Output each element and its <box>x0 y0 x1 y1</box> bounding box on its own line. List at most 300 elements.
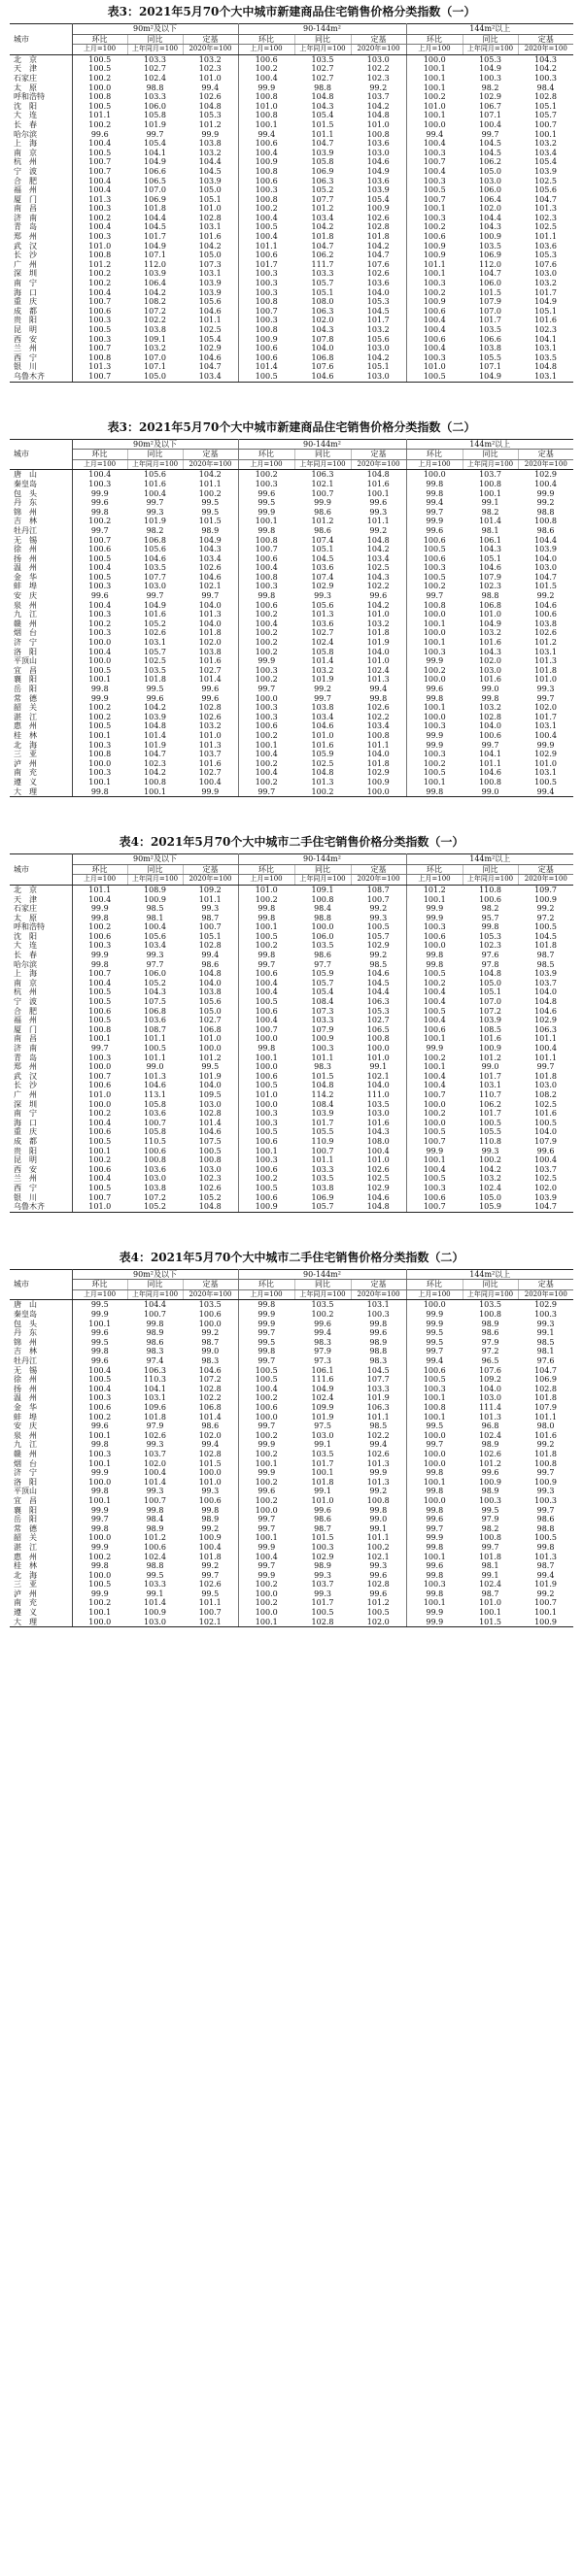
value-cell: 102.8 <box>183 703 238 713</box>
value-cell: 99.0 <box>146 1062 164 1072</box>
value-cell: 103.1 <box>518 372 573 382</box>
value-cell: 100.5 <box>534 1118 557 1127</box>
city-cell: 贵 阳 <box>10 1147 72 1156</box>
value-cell: 104.5 <box>479 139 501 149</box>
value-cell: 103.3 <box>144 54 166 64</box>
value-cell: 100.5 <box>423 1375 446 1385</box>
value-cell: 99.4 <box>426 498 444 508</box>
value-cell: 99.7 <box>90 1515 109 1524</box>
table-row <box>10 1543 573 1553</box>
value-cell: 99.8 <box>90 685 109 693</box>
base-header: 上月=100 <box>406 45 463 55</box>
value-cell: 103.0 <box>183 1100 238 1110</box>
value-cell: 99.7 <box>257 1515 276 1524</box>
value-cell: 105.2 <box>127 1202 183 1212</box>
value-cell: 107.0 <box>144 185 166 195</box>
table-row <box>10 1403 573 1413</box>
value-cell: 101.0 <box>479 610 501 619</box>
value-cell: 101.7 <box>255 259 278 269</box>
value-cell: 100.2 <box>88 1552 112 1561</box>
metric-header: 同比 <box>463 450 518 460</box>
value-cell: 101.3 <box>351 1459 406 1469</box>
value-cell: 108.2 <box>144 297 166 307</box>
value-cell: 100.1 <box>423 894 446 904</box>
value-cell: 100.1 <box>88 777 112 786</box>
value-cell: 103.3 <box>144 1580 166 1589</box>
value-cell: 98.4 <box>314 904 331 914</box>
value-cell: 100.8 <box>255 297 278 307</box>
value-cell: 101.6 <box>311 740 334 750</box>
value-cell: 101.0 <box>351 1054 406 1063</box>
table-row <box>10 498 573 508</box>
value-cell: 100.0 <box>255 1062 278 1072</box>
value-cell: 104.9 <box>351 167 406 177</box>
value-cell: 100.2 <box>255 638 278 648</box>
value-cell: 102.0 <box>534 1183 557 1192</box>
value-cell: 102.6 <box>183 563 238 573</box>
value-cell: 99.8 <box>481 693 499 703</box>
value-cell: 100.0 <box>88 1099 112 1109</box>
table-row <box>10 149 573 158</box>
value-cell: 105.8 <box>144 1099 166 1109</box>
value-cell: 99.4 <box>426 129 444 139</box>
value-cell: 103.8 <box>183 987 238 997</box>
value-cell: 103.9 <box>479 1016 501 1025</box>
value-cell: 101.1 <box>311 1053 334 1062</box>
value-cell: 100.3 <box>88 1449 112 1458</box>
value-cell: 100.4 <box>255 619 278 628</box>
value-cell: 101.4 <box>144 1477 166 1487</box>
value-cell: 100.1 <box>88 675 112 685</box>
value-cell: 100.4 <box>88 222 112 232</box>
value-cell: 101.6 <box>479 675 501 685</box>
value-cell: 101.5 <box>311 1071 334 1081</box>
value-cell: 104.6 <box>144 1081 166 1090</box>
value-cell: 102.6 <box>479 1449 501 1458</box>
value-cell: 107.5 <box>183 1137 238 1147</box>
value-cell: 102.4 <box>311 1393 334 1403</box>
value-cell: 102.7 <box>351 1016 406 1025</box>
value-cell: 100.8 <box>479 777 501 786</box>
table-row <box>10 1025 573 1035</box>
value-cell: 100.0 <box>183 1320 238 1329</box>
value-cell: 99.7 <box>257 1356 276 1366</box>
city-cell: 哈尔滨 <box>10 960 72 970</box>
value-cell: 99.8 <box>426 951 444 960</box>
city-cell: 长 沙 <box>10 251 72 260</box>
value-cell: 99.8 <box>183 1506 238 1516</box>
value-cell: 100.3 <box>534 1310 557 1320</box>
value-cell: 107.6 <box>479 1365 501 1375</box>
table-row <box>10 1393 573 1403</box>
value-cell: 102.9 <box>534 1300 557 1310</box>
value-cell: 100.7 <box>88 157 112 167</box>
value-cell: 104.6 <box>294 372 351 382</box>
value-cell: 101.1 <box>255 241 278 251</box>
city-cell: 哈尔滨 <box>10 130 72 140</box>
value-cell: 101.0 <box>351 656 406 666</box>
value-cell: 100.3 <box>88 768 112 778</box>
table-row <box>10 84 573 93</box>
value-cell: 105.5 <box>479 1127 501 1137</box>
value-cell: 100.8 <box>351 731 406 741</box>
value-cell: 106.2 <box>479 157 501 167</box>
table-row <box>10 778 573 787</box>
value-cell: 100.1 <box>423 1598 446 1608</box>
value-cell: 102.1 <box>351 1072 406 1082</box>
value-cell: 100.5 <box>479 1118 501 1127</box>
value-cell: 104.3 <box>351 573 406 583</box>
value-cell: 101.8 <box>351 759 406 769</box>
value-cell: 99.9 <box>426 1533 444 1543</box>
value-cell: 101.6 <box>479 1034 501 1044</box>
value-cell: 100.4 <box>423 1016 446 1025</box>
value-cell: 100.3 <box>479 1495 501 1505</box>
value-cell: 104.7 <box>183 362 238 372</box>
value-cell: 107.0 <box>479 306 501 316</box>
value-cell: 102.3 <box>351 74 406 84</box>
value-cell: 104.8 <box>351 111 406 120</box>
value-cell: 106.8 <box>479 600 501 610</box>
value-cell: 99.6 <box>536 1146 555 1155</box>
value-cell: 105.4 <box>144 139 166 149</box>
value-cell: 100.3 <box>423 352 446 362</box>
value-cell: 102.9 <box>479 92 501 102</box>
value-cell: 100.0 <box>351 1044 406 1054</box>
value-cell: 100.2 <box>255 675 278 685</box>
value-cell: 100.3 <box>88 204 112 214</box>
value-cell: 99.5 <box>426 1337 444 1347</box>
value-cell: 100.9 <box>479 232 501 242</box>
city-cell: 南 宁 <box>10 1109 72 1119</box>
value-cell: 106.8 <box>311 352 334 362</box>
value-cell: 107.0 <box>479 997 501 1007</box>
value-cell: 105.1 <box>534 306 557 316</box>
value-cell: 110.8 <box>479 1136 501 1146</box>
value-cell: 100.8 <box>255 92 278 102</box>
value-cell: 105.6 <box>144 470 166 480</box>
value-cell: 98.9 <box>481 1319 499 1328</box>
value-cell: 99.4 <box>518 787 573 797</box>
table-row <box>10 1174 573 1184</box>
value-cell: 99.4 <box>183 84 238 93</box>
value-cell: 100.4 <box>423 1081 446 1090</box>
table-row <box>10 1109 573 1119</box>
value-cell: 100.9 <box>238 1202 294 1212</box>
value-cell: 107.2 <box>144 1192 166 1202</box>
value-cell: 105.2 <box>311 185 334 195</box>
city-cell: 兰 州 <box>10 1174 72 1184</box>
value-cell: 99.7 <box>314 693 331 703</box>
city-cell: 安 庆 <box>10 1422 72 1431</box>
city-cell: 北 京 <box>10 54 72 64</box>
city-cell: 广 州 <box>10 1090 72 1100</box>
table-row <box>10 204 573 214</box>
value-cell: 101.8 <box>144 1412 166 1422</box>
value-cell: 100.1 <box>351 489 406 499</box>
value-cell: 100.6 <box>479 894 501 904</box>
value-cell: 102.6 <box>351 1450 406 1459</box>
value-cell: 99.8 <box>426 693 444 703</box>
value-cell: 100.7 <box>88 1192 112 1202</box>
value-cell: 104.2 <box>144 287 166 297</box>
value-cell: 98.7 <box>183 1338 238 1348</box>
value-cell: 101.2 <box>311 204 334 214</box>
value-cell: 101.1 <box>183 1598 238 1608</box>
value-cell: 100.2 <box>255 647 278 656</box>
value-cell: 99.8 <box>426 479 444 488</box>
value-cell: 108.4 <box>311 997 334 1007</box>
value-cell: 99.9 <box>90 488 109 498</box>
value-cell: 100.4 <box>255 148 278 157</box>
city-cell: 杭 州 <box>10 987 72 997</box>
value-cell: 100.4 <box>423 166 446 176</box>
value-cell: 100.0 <box>423 1300 446 1310</box>
value-cell: 100.1 <box>534 129 557 139</box>
value-cell: 100.2 <box>255 730 278 740</box>
value-cell: 100.0 <box>183 1044 238 1054</box>
value-cell: 100.1 <box>423 64 446 74</box>
table-row <box>10 573 573 583</box>
value-cell: 100.2 <box>351 1543 406 1553</box>
value-cell: 100.3 <box>255 316 278 325</box>
city-cell: 重 庆 <box>10 1127 72 1137</box>
value-cell: 107.6 <box>534 259 557 269</box>
value-cell: 104.6 <box>351 1193 406 1203</box>
value-cell: 102.8 <box>351 222 406 232</box>
value-cell: 104.7 <box>518 1202 573 1212</box>
value-cell: 99.5 <box>426 1422 444 1431</box>
value-cell: 100.0 <box>423 119 446 129</box>
value-cell: 102.7 <box>183 768 238 778</box>
value-cell: 100.4 <box>423 325 446 334</box>
value-cell: 102.4 <box>479 1430 501 1440</box>
value-cell: 100.2 <box>255 1449 278 1458</box>
value-cell: 100.5 <box>311 1608 334 1618</box>
value-cell: 102.6 <box>144 1430 166 1440</box>
value-cell: 99.9 <box>426 1044 444 1053</box>
value-cell: 109.5 <box>183 1090 238 1100</box>
value-cell: 105.4 <box>534 157 557 167</box>
value-cell: 104.3 <box>144 987 166 997</box>
value-cell: 99.7 <box>426 1523 444 1533</box>
value-cell: 99.2 <box>351 84 406 93</box>
city-cell: 天 津 <box>10 64 72 74</box>
value-cell: 106.8 <box>144 535 166 545</box>
value-cell: 103.8 <box>311 703 334 713</box>
city-cell: 上 海 <box>10 139 72 149</box>
value-cell: 100.3 <box>311 1542 334 1552</box>
value-cell: 98.4 <box>146 1515 164 1524</box>
value-cell: 99.8 <box>72 787 127 797</box>
value-cell: 100.2 <box>294 787 351 797</box>
value-cell: 103.3 <box>144 92 166 102</box>
value-cell: 100.7 <box>72 372 127 382</box>
value-cell: 103.1 <box>534 721 557 731</box>
value-cell: 102.2 <box>351 64 406 74</box>
table-row <box>10 1147 573 1156</box>
table-row <box>10 344 573 353</box>
city-cell: 乌鲁木齐 <box>10 1202 72 1212</box>
table-row <box>10 638 573 648</box>
table-row <box>10 610 573 619</box>
city-cell: 赣 州 <box>10 619 72 629</box>
table-row <box>10 1054 573 1063</box>
value-cell: 100.3 <box>255 479 278 488</box>
value-cell: 106.9 <box>479 251 501 260</box>
metric-header: 定基 <box>183 1280 238 1290</box>
value-cell: 100.3 <box>88 232 112 242</box>
table-row <box>10 536 573 546</box>
value-cell: 102.9 <box>351 1184 406 1193</box>
metric-header: 环比 <box>406 34 463 45</box>
value-cell: 103.7 <box>534 978 557 987</box>
value-cell: 103.1 <box>534 647 557 656</box>
value-cell: 102.1 <box>311 479 334 488</box>
table-row <box>10 1413 573 1422</box>
value-cell: 100.4 <box>534 1155 557 1165</box>
value-cell: 98.6 <box>183 960 238 970</box>
value-cell: 99.7 <box>146 498 164 508</box>
value-cell: 101.0 <box>255 101 278 111</box>
table-row <box>10 362 573 372</box>
value-cell: 99.8 <box>257 591 276 601</box>
value-cell: 100.1 <box>423 269 446 279</box>
value-cell: 101.8 <box>534 1393 557 1403</box>
city-cell: 九 江 <box>10 610 72 619</box>
value-cell: 100.4 <box>255 1384 278 1393</box>
value-cell: 99.1 <box>351 1524 406 1534</box>
value-cell: 101.3 <box>183 610 238 619</box>
value-cell: 99.7 <box>481 740 499 750</box>
table-row <box>10 251 573 260</box>
value-cell: 101.2 <box>88 259 112 269</box>
table-row <box>10 242 573 251</box>
city-cell: 平顶山 <box>10 656 72 666</box>
value-cell: 103.1 <box>534 768 557 778</box>
value-cell: 100.3 <box>88 479 112 488</box>
value-cell: 101.7 <box>311 1598 334 1608</box>
value-cell: 102.8 <box>183 1385 238 1394</box>
value-cell: 100.5 <box>255 222 278 232</box>
table-row <box>10 177 573 186</box>
value-cell: 100.7 <box>88 344 112 353</box>
city-cell: 北 京 <box>10 885 72 894</box>
value-cell: 104.9 <box>534 297 557 307</box>
city-cell: 桂 林 <box>10 731 72 741</box>
city-cell: 沈 阳 <box>10 102 72 112</box>
value-cell: 100.5 <box>351 1608 406 1618</box>
value-cell: 101.9 <box>144 740 166 750</box>
city-cell: 韶 关 <box>10 703 72 713</box>
value-cell: 102.5 <box>351 1174 406 1184</box>
metric-header: 同比 <box>294 34 351 45</box>
value-cell: 104.5 <box>144 222 166 232</box>
table-row <box>10 157 573 167</box>
base-header: 上月=100 <box>72 875 127 886</box>
value-cell: 101.1 <box>144 1053 166 1062</box>
city-cell: 贵 阳 <box>10 316 72 325</box>
value-cell: 105.8 <box>311 647 334 656</box>
value-cell: 102.6 <box>183 92 238 102</box>
value-cell: 99.8 <box>426 1542 444 1552</box>
value-cell: 100.6 <box>423 334 446 344</box>
value-cell: 100.3 <box>255 703 278 713</box>
value-cell: 100.4 <box>88 287 112 297</box>
value-cell: 101.2 <box>183 1054 238 1063</box>
value-cell: 98.6 <box>314 507 331 517</box>
value-cell: 103.4 <box>351 554 406 564</box>
value-cell: 104.4 <box>183 157 238 167</box>
city-cell: 洛 阳 <box>10 1478 72 1488</box>
value-cell: 104.1 <box>144 1384 166 1393</box>
value-cell: 100.0 <box>88 83 112 92</box>
value-cell: 100.2 <box>255 1430 278 1440</box>
value-cell: 106.3 <box>311 470 334 480</box>
value-cell: 107.1 <box>144 362 166 372</box>
value-cell: 107.0 <box>144 352 166 362</box>
value-cell: 103.1 <box>183 269 238 279</box>
city-cell: 吉 林 <box>10 1347 72 1356</box>
value-cell: 102.4 <box>144 73 166 83</box>
value-cell: 100.3 <box>255 269 278 279</box>
value-cell: 99.2 <box>536 904 555 914</box>
value-cell: 101.4 <box>183 1413 238 1422</box>
value-cell: 103.0 <box>534 269 557 279</box>
value-cell: 98.6 <box>536 525 555 535</box>
value-cell: 105.7 <box>534 111 557 120</box>
value-cell: 98.2 <box>481 507 499 517</box>
value-cell: 101.2 <box>351 1598 406 1608</box>
city-cell: 青 岛 <box>10 222 72 232</box>
value-cell: 103.2 <box>479 703 501 713</box>
base-header: 上年同月=100 <box>127 1289 183 1300</box>
value-cell: 98.1 <box>481 1561 499 1571</box>
value-cell: 100.8 <box>88 251 112 260</box>
value-cell: 99.6 <box>90 591 109 601</box>
value-cell: 100.2 <box>88 517 112 526</box>
value-cell: 104.2 <box>351 102 406 112</box>
value-cell: 100.0 <box>255 1099 278 1109</box>
value-cell: 100.2 <box>88 1412 112 1422</box>
base-header: 2020年=100 <box>183 875 238 886</box>
value-cell: 107.9 <box>534 1136 557 1146</box>
table-row <box>10 470 573 480</box>
value-cell: 100.1 <box>88 1608 112 1618</box>
value-cell: 100.5 <box>255 931 278 941</box>
value-cell: 99.5 <box>183 1062 238 1072</box>
value-cell: 100.1 <box>423 204 446 214</box>
metric-header: 环比 <box>72 1280 127 1290</box>
value-cell: 100.4 <box>351 1147 406 1156</box>
value-cell: 100.6 <box>423 232 446 242</box>
value-cell: 101.8 <box>534 1449 557 1458</box>
city-cell: 宁 波 <box>10 997 72 1007</box>
value-cell: 105.6 <box>534 185 557 195</box>
value-cell: 99.7 <box>257 1561 276 1571</box>
city-cell: 南 京 <box>10 979 72 988</box>
value-cell: 104.8 <box>534 362 557 372</box>
value-cell: 102.8 <box>534 92 557 102</box>
value-cell: 102.9 <box>351 941 406 951</box>
value-cell: 105.6 <box>183 297 238 307</box>
city-cell: 昆 明 <box>10 1155 72 1165</box>
value-cell: 100.6 <box>88 306 112 316</box>
value-cell: 107.9 <box>311 1024 334 1034</box>
value-cell: 99.0 <box>481 685 499 693</box>
value-cell: 99.7 <box>536 1468 555 1478</box>
value-cell: 102.6 <box>183 1184 238 1193</box>
